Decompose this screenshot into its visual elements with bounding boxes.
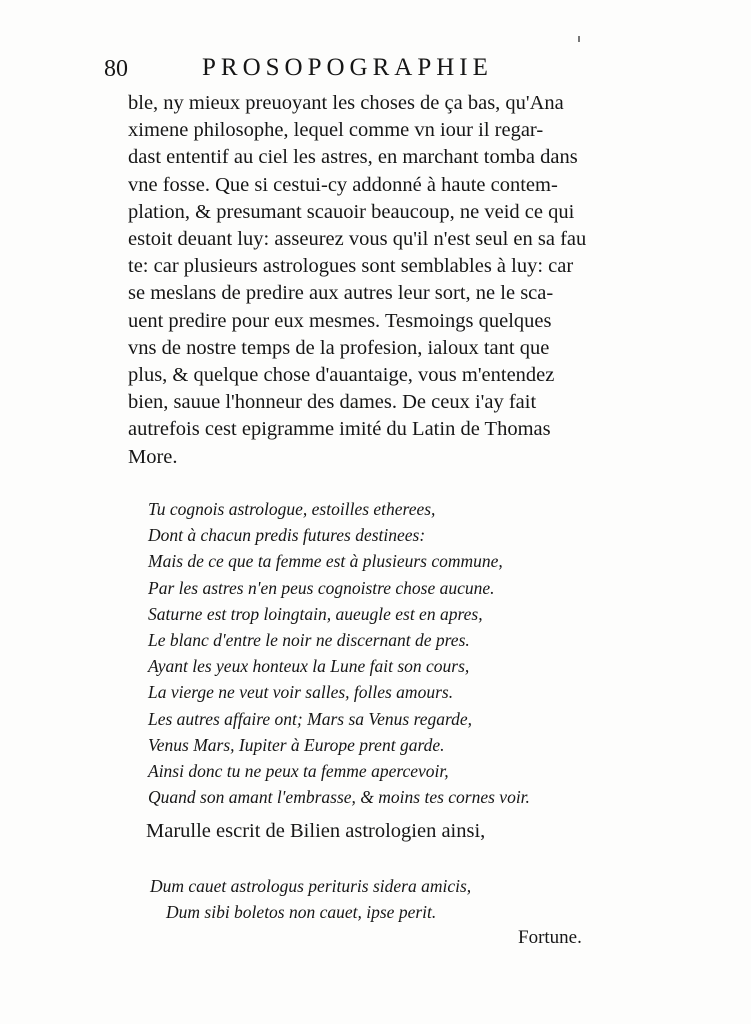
poem-verse: Tu cognois astrologue, estoilles etherees, xyxy=(148,499,436,519)
prose-line: autrefois cest epigramme imité du Latin de Thomas xyxy=(128,418,551,441)
prose-line: plus, & quelque chose d'auantaige, vous m'entendez xyxy=(128,364,555,387)
prose-line: dast ententif au ciel les astres, en marchant tomba dans xyxy=(128,146,578,169)
prose-line: plation, & presumant scauoir beaucoup, ne veid ce qui xyxy=(128,200,575,223)
prose-line: ximene philosophe, lequel comme vn iour il regar- xyxy=(128,119,544,142)
prose-line: te: car plusieurs astrologues sont semblables à luy: car xyxy=(128,255,574,278)
latin-distich xyxy=(150,873,570,925)
catchword: Fortune. xyxy=(518,927,582,948)
intro-line: Marulle escrit de Bilien astrologien ainsi, xyxy=(146,820,486,842)
prose-line: ble, ny mieux preuoyant les choses de ça bas, qu'Ana xyxy=(128,92,564,114)
poem-verse: Mais de ce que ta femme est à plusieurs commune, xyxy=(148,551,503,572)
poem-verse: Les autres affaire ont; Mars sa Venus regarde, xyxy=(148,708,473,729)
page-header xyxy=(104,52,664,86)
page-number: 80 xyxy=(104,56,128,82)
poem-verse: Quand son amant l'embrasse, & moins tes cornes voir. xyxy=(148,787,530,808)
page-mark xyxy=(578,36,580,42)
prose-line: bien, sauue l'honneur des dames. De ceux i'ay fait xyxy=(128,391,537,414)
epigram-poem xyxy=(148,496,618,810)
prose-line: uent predire pour eux mesmes. Tesmoings quelques xyxy=(128,309,552,332)
poem-verse: Le blanc d'entre le noir ne discernant de pres. xyxy=(148,630,470,651)
poem-verse: Saturne est trop loingtain, aueugle est en apres, xyxy=(148,603,483,624)
poem-verse: Par les astres n'en peus cognoistre chose aucune. xyxy=(148,577,495,598)
prose-line: se meslans de predire aux autres leur sort, ne le sca- xyxy=(128,282,554,305)
prose-line: vne fosse. Que si cestui-cy addonné à haute contem- xyxy=(128,173,558,196)
prose-paragraph xyxy=(128,90,648,471)
poem-verse: Ainsi donc tu ne peux ta femme apercevoir, xyxy=(148,761,449,782)
poem-verse: Venus Mars, Iupiter à Europe prent garde. xyxy=(148,734,445,755)
prose-line: estoit deuant luy: asseurez vous qu'il n'est seul en sa fau xyxy=(128,228,587,251)
running-title: PROSOPOGRAPHIE xyxy=(202,54,493,81)
distich-verse: Dum cauet astrologus perituris sidera amicis, xyxy=(150,876,472,896)
prose-line: vns de nostre temps de la profesion, ialoux tant que xyxy=(128,336,550,359)
prose-line: More. xyxy=(128,445,178,468)
poem-verse: Dont à chacun predis futures destinees: xyxy=(148,525,426,546)
distich-verse: Dum sibi boletos non cauet, ipse perit. xyxy=(166,902,437,922)
poem-verse: La vierge ne veut voir salles, folles amours. xyxy=(148,682,454,703)
poem-verse: Ayant les yeux honteux la Lune fait son cours, xyxy=(148,656,470,677)
